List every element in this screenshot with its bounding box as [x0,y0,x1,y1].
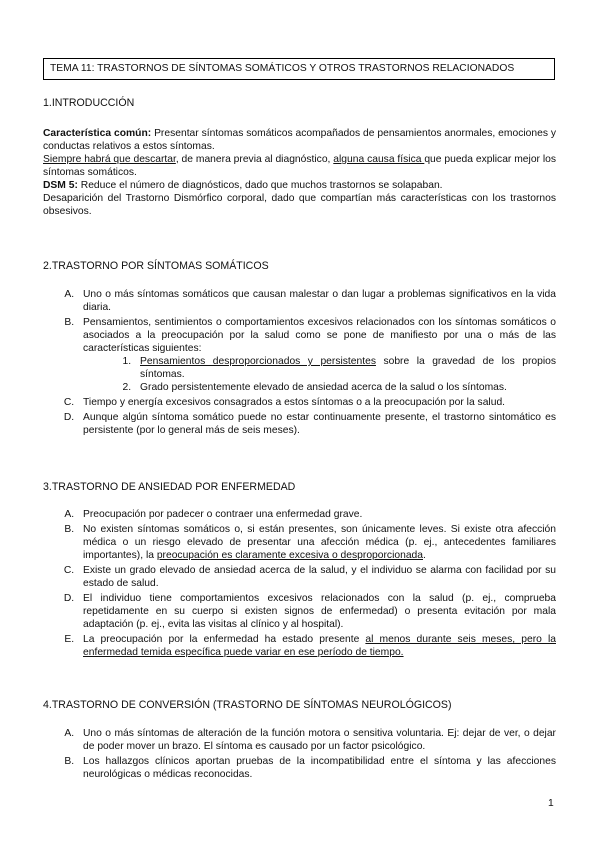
section-heading-conversion: 4.TRASTORNO DE CONVERSIÓN (TRASTORNO DE SÍNTOMAS NEUROLÓGICOS) [43,699,452,711]
list-item: D. El individuo tiene comportamientos excesivos relacionados con la salud (p. ej., comprueba repetidamente en su cuerpo si existen signos de enfermedad) o presenta evitación por mala adaptación (p. ej., evita las visitas al clínico y al hospital). [77,592,556,631]
list-item [77,523,556,562]
paragraph-text: , de manera previa al diagnóstico, [175,154,334,165]
section-heading-ansiedad-enfermedad: 3.TRASTORNO DE ANSIEDAD POR ENFERMEDAD [43,481,296,493]
underlined-text: Pensamientos desproporcionados y persistentes [140,356,376,367]
section-heading-sintomas-somaticos: 2.TRASTORNO POR SÍNTOMAS SOMÁTICOS [43,260,269,272]
section-introduccion-body [43,127,556,218]
underlined-text: Siempre habrá que descartar [43,154,176,165]
list-item: A. Preocupación por padecer o contraer una enfermedad grave. [77,508,556,521]
paragraph-text: Reduce el número de diagnósticos, dado que muchos trastornos se solapaban. [77,180,443,191]
sub-list-item: 2. Grado persistentemente elevado de ansiedad acerca de la salud o los síntomas. [134,381,556,394]
paragraph-caracteristica [43,127,556,153]
list-item: A. Uno o más síntomas somáticos que causan malestar o dan lugar a problemas significativos en la vida diaria. [77,288,556,314]
paragraph-descartar [43,153,556,179]
criteria-list-sintomas-somaticos [43,288,556,439]
sub-list-item [134,355,556,381]
paragraph-text: Presentar síntomas somáticos acompañados de pensamientos anormales, emociones y conductas relativos a estos síntomas. [43,128,556,152]
paragraph-text: que pueda explicar mejor los síntomas somáticos. [43,154,557,178]
page-number: 1 [548,798,554,809]
list-item [77,633,556,659]
criteria-list-ansiedad-enfermedad [43,508,556,661]
list-item [77,316,556,394]
section-heading-introduccion: 1.INTRODUCCIÓN [43,97,135,109]
list-item: A. Uno o más síntomas de alteración de la función motora o sensitiva voluntaria. Ej: dejar de ver, o dejar de poder mover un brazo. El síntoma es causado por un factor psicológico. [77,727,556,753]
list-item-text: La preocupación por la enfermedad ha estado presente [83,634,366,645]
list-item: B. Los hallazgos clínicos aportan pruebas de la incompatibilidad entre el síntoma y las afecciones neurológicas o médicas reconocidas. [77,755,556,781]
criteria-list-conversion [43,727,556,783]
sub-list [83,355,556,394]
paragraph-desaparicion: Desaparición del Trastorno Dismórfico corporal, dado que compartían más características con los trastornos obsesivos. [43,193,556,217]
list-item: C. Tiempo y energía excesivos consagrados a estos síntomas o a la preocupación por la salud. [77,396,556,409]
document-title: TEMA 11: TRASTORNOS DE SÍNTOMAS SOMÁTICOS Y OTROS TRASTORNOS RELACIONADOS [43,58,555,80]
underlined-text: al menos durante seis meses, pero la enfermedad temida específica puede variar en ese período de tiempo. [83,634,556,658]
list-item-text: No existen síntomas somáticos o, si están presentes, son únicamente leves. Si existe otra afección médica o un riesgo elevado de presentar una afección médica (p. ej., antecedentes familiares importantes), la [83,524,556,561]
list-item-text: Pensamientos, sentimientos o comportamientos excesivos relacionados con los síntomas somáticos o asociados a la preocupación por la salud como se pone de manifiesto por una o más de las características siguientes: [83,317,556,354]
underlined-text: preocupación es claramente excesiva o desproporcionada [156,550,423,561]
bold-label: DSM 5: [43,180,78,191]
paragraph-dsm5 [43,179,556,192]
underlined-text: alguna causa física [333,154,425,165]
list-item-text: sobre la gravedad de los propios síntomas. [140,356,556,380]
list-item-text: . [423,550,426,561]
list-item: C. Existe un grado elevado de ansiedad acerca de la salud, y el individuo se alarma con facilidad por su estado de salud. [77,564,556,590]
list-item: D. Aunque algún síntoma somático puede no estar continuamente presente, el trastorno sintomático es persistente (por lo general más de seis meses). [77,411,556,437]
bold-label: Característica común: [43,128,152,139]
